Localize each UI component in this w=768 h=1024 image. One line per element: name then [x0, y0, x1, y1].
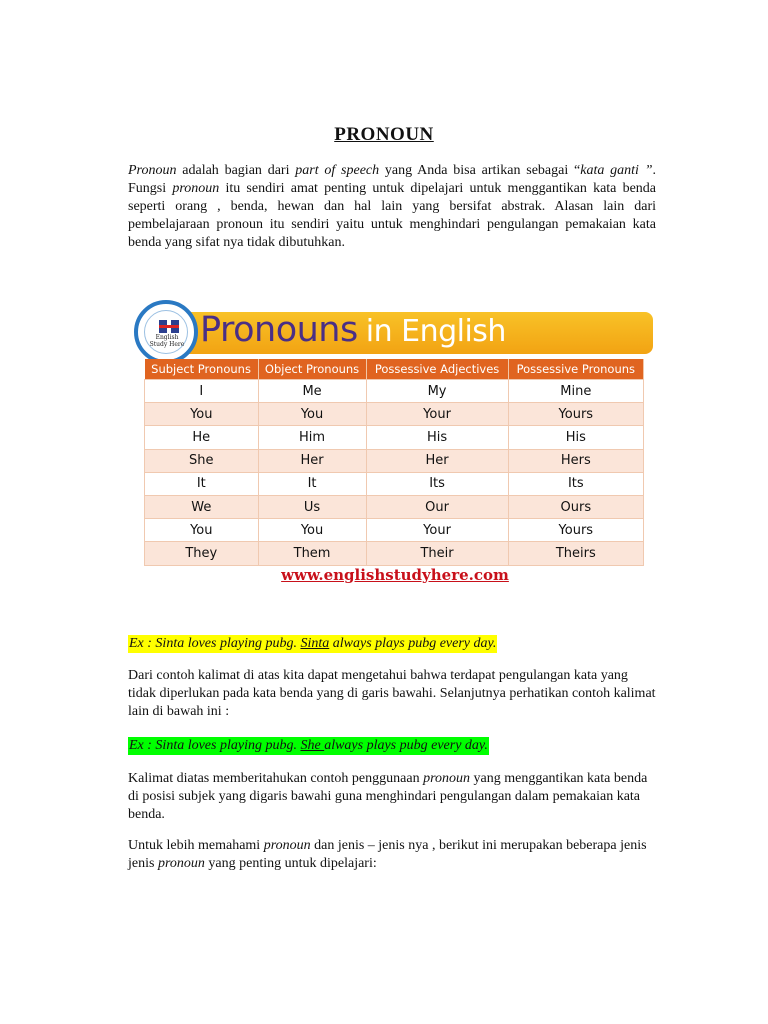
table-cell: Mine: [508, 380, 643, 403]
table-cell: Her: [366, 449, 508, 472]
table-cell: His: [508, 426, 643, 449]
table-header: Subject Pronouns: [145, 359, 259, 380]
table-cell: Theirs: [508, 542, 643, 565]
example-1-prefix: Ex : Sinta loves playing pubg.: [129, 636, 301, 651]
intro-text-4: itu sendiri amat penting untuk dipelajari untuk menggantikan kata benda seperti orang , benda, hewan dan hal lain yang bersifat abstrak. Alasan lain dari pembelajaraan pronoun itu sendiri yaitu untuk menghindari pengulangan pemakaian kata benda yang sifat nya tidak dibutuhkan.: [128, 181, 657, 250]
table-cell: Yours: [508, 519, 643, 542]
table-cell: Him: [258, 426, 366, 449]
table-cell: Our: [366, 495, 508, 518]
table-cell: Her: [258, 449, 366, 472]
table-row: [145, 380, 644, 403]
infographic-banner: [176, 312, 653, 354]
explanation-paragraph: Dari contoh kalimat di atas kita dapat mengetahui bahwa terdapat pengulangan kata yang tidak diperlukan pada kata benda yang di garis bawahi. Selanjutnya perhatikan contoh kalimat lain di bawah ini :: [128, 668, 656, 719]
intro-paragraph: [128, 162, 656, 252]
table-cell: My: [366, 380, 508, 403]
para4-text-1: Untuk lebih memahami: [128, 838, 264, 853]
example-2-prefix: Ex : Sinta loves playing pubg.: [129, 738, 301, 753]
table-header: Object Pronouns: [258, 359, 366, 380]
website-url-link[interactable]: www.englishstudyhere.com: [281, 566, 509, 584]
table-cell: His: [366, 426, 508, 449]
example-sentence-2: [128, 737, 489, 755]
example-1-underlined-word: Sinta: [300, 636, 330, 651]
table-cell: You: [145, 519, 259, 542]
table-cell: Its: [508, 472, 643, 495]
table-cell: Its: [366, 472, 508, 495]
table-cell: Yours: [508, 403, 643, 426]
table-cell: It: [258, 472, 366, 495]
pronouns-infographic: [134, 290, 656, 596]
table-cell: Ours: [508, 495, 643, 518]
table-cell: They: [145, 542, 259, 565]
uk-flag-icon: [159, 320, 179, 333]
example-2-suffix: always plays pubg every day.: [324, 738, 488, 753]
english-study-here-logo: [134, 300, 198, 364]
table-cell: We: [145, 495, 259, 518]
para4-text-2: dan jenis – jenis nya , berikut ini merupakan beberapa jenis jenis: [128, 838, 647, 871]
para4-term-pronoun-2: pronoun: [157, 856, 205, 871]
example-1-suffix: always plays pubg every day.: [329, 636, 497, 651]
types-intro-paragraph: [128, 837, 656, 873]
table-cell: Their: [366, 542, 508, 565]
table-cell: Hers: [508, 449, 643, 472]
intro-term-kata-ganti: kata ganti ”: [580, 163, 653, 178]
intro-text-3: . Fungsi: [128, 163, 656, 196]
para3-text-2: yang menggantikan kata benda di posisi subjek yang digaris bawahi guna menghindari pengulangan dalam pemakaian kata benda.: [128, 771, 648, 822]
banner-subtitle: in English: [365, 314, 506, 349]
table-cell: He: [145, 426, 259, 449]
intro-text-2: yang Anda bisa artikan sebagai “: [379, 163, 581, 178]
para4-text-3: yang penting untuk dipelajari:: [204, 856, 377, 871]
para3-term-pronoun: pronoun: [423, 771, 471, 786]
pronoun-table: [144, 359, 644, 566]
table-cell: You: [258, 519, 366, 542]
example-2-underlined-word: She: [300, 738, 325, 753]
table-cell: I: [145, 380, 259, 403]
table-cell: You: [145, 403, 259, 426]
table-cell: Your: [366, 403, 508, 426]
table-row: [145, 472, 644, 495]
table-cell: Them: [258, 542, 366, 565]
table-cell: Your: [366, 519, 508, 542]
table-cell: Us: [258, 495, 366, 518]
table-row: [145, 449, 644, 472]
banner-title: Pronouns: [200, 310, 358, 350]
intro-term-part-of-speech: part of speech: [295, 163, 380, 178]
table-header: Possessive Pronouns: [508, 359, 643, 380]
table-cell: Me: [258, 380, 366, 403]
table-cell: It: [145, 472, 259, 495]
table-row: [145, 542, 644, 565]
table-row: [145, 403, 644, 426]
table-cell: She: [145, 449, 259, 472]
table-row: [145, 519, 644, 542]
intro-term-pronoun-2: pronoun: [172, 181, 220, 196]
table-header: Possessive Adjectives: [366, 359, 508, 380]
table-header-row: [145, 359, 644, 380]
page-title: PRONOUN: [334, 124, 434, 145]
para4-term-pronoun: pronoun: [263, 838, 311, 853]
table-cell: You: [258, 403, 366, 426]
intro-text-1: adalah bagian dari: [176, 163, 296, 178]
table-row: [145, 426, 644, 449]
pronoun-usage-paragraph: [128, 770, 656, 824]
logo-text: English Study Here: [149, 334, 185, 348]
example-sentence-1: [128, 635, 497, 653]
table-row: [145, 495, 644, 518]
intro-term-pronoun: Pronoun: [128, 163, 177, 178]
para3-text-1: Kalimat diatas memberitahukan contoh penggunaan: [128, 771, 424, 786]
